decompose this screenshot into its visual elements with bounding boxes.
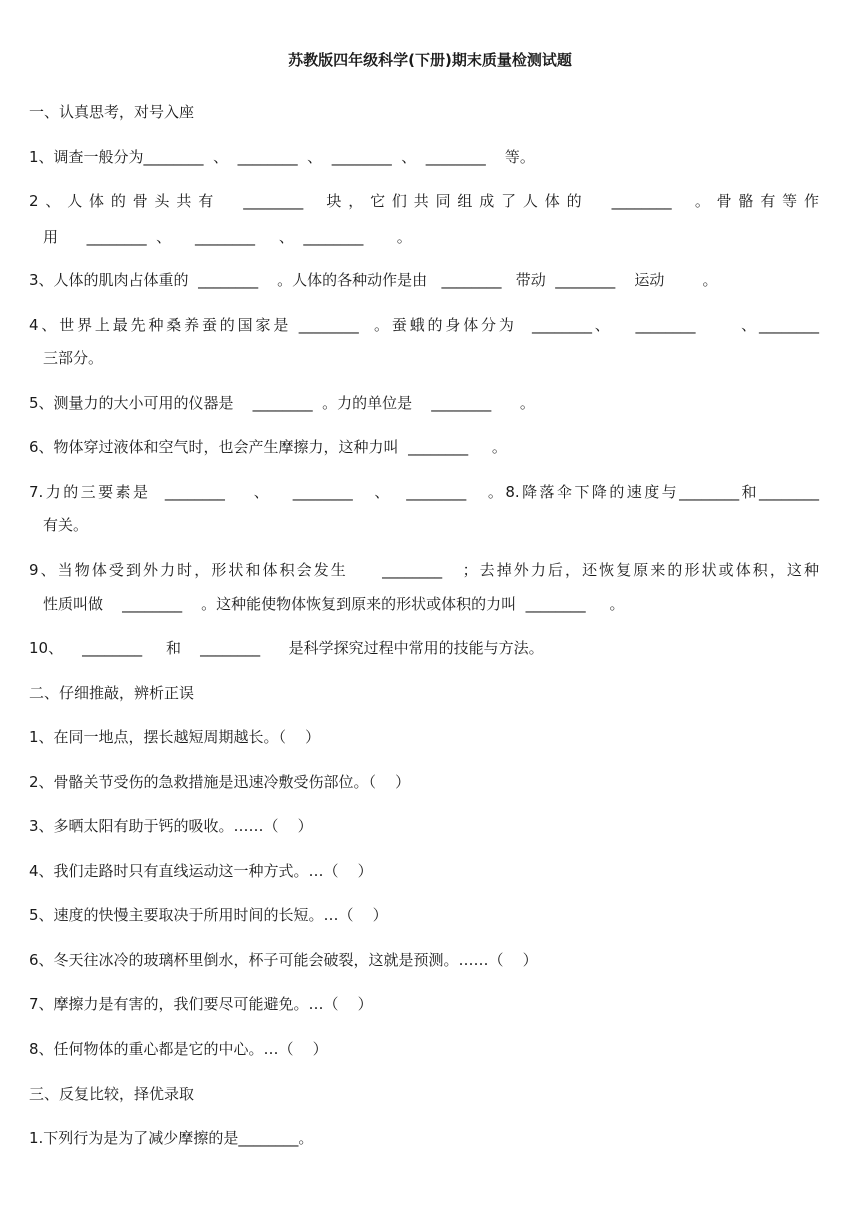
choice-question-1: 1.下列行为是为了减少摩擦的是________。 bbox=[29, 1129, 314, 1147]
question-6: 6、物体穿过液体和空气时，也会产生摩擦力，这种力叫 ________ 。 bbox=[29, 438, 507, 456]
question-9: 9、当物体受到外力时，形状和体积会发生 ________ ；去掉外力后，还恢复原来的形状或体积，这种 bbox=[29, 561, 819, 579]
question-7-8: 7.力的三要素是 ________ 、 ________ 、 ________ 。8.降落伞下降的速度与________和________ bbox=[29, 483, 819, 501]
question-2: 2、人体的骨头共有 ________ 块，它们共同组成了人体的 ________ 。骨骼有等作 bbox=[29, 192, 819, 210]
section-heading-true-false: 二、仔细推敲，辨析正误 bbox=[29, 684, 195, 702]
section-heading-multiple-choice: 三、反复比较，择优录取 bbox=[29, 1085, 195, 1103]
judge-item-5: 5、速度的快慢主要取决于所用时间的长短。…（ ） bbox=[29, 906, 388, 924]
question-10: 10、 ________ 和 ________ 是科学探究过程中常用的技能与方法。 bbox=[29, 639, 544, 657]
question-4-continued: 三部分。 bbox=[43, 349, 104, 367]
section-heading-fill-blank: 一、认真思考，对号入座 bbox=[29, 103, 195, 121]
question-7-8-continued: 有关。 bbox=[43, 516, 89, 534]
question-9-continued: 性质叫做 ________ 。这种能使物体恢复到原来的形状或体积的力叫 ________ 。 bbox=[43, 595, 625, 613]
question-1: 1、调查一般分为________ 、 ________ 、 ________ 、 ________ 等。 bbox=[29, 148, 535, 166]
judge-item-4: 4、我们走路时只有直线运动这一种方式。…（ ） bbox=[29, 862, 373, 880]
judge-item-8: 8、任何物体的重心都是它的中心。…（ ） bbox=[29, 1040, 328, 1058]
judge-item-7: 7、摩擦力是有害的，我们要尽可能避免。…（ ） bbox=[29, 995, 373, 1013]
question-3: 3、人体的肌肉占体重的 ________ 。人体的各种动作是由 ________ 带动 ________ 运动 。 bbox=[29, 271, 718, 289]
question-2-continued: 用 ________ 、 ________ 、 ________ 。 bbox=[43, 228, 412, 246]
judge-item-1: 1、在同一地点，摆长越短周期越长。（ ） bbox=[29, 728, 321, 746]
judge-item-3: 3、多晒太阳有助于钙的吸收。……（ ） bbox=[29, 817, 313, 835]
judge-item-6: 6、冬天往冰冷的玻璃杯里倒水，杯子可能会破裂，这就是预测。……（ ） bbox=[29, 951, 538, 969]
question-5: 5、测量力的大小可用的仪器是 ________ 。力的单位是 ________ 。 bbox=[29, 394, 535, 412]
question-4: 4、世界上最先种桑养蚕的国家是 ________ 。蚕蛾的身体分为 ________、 ________ 、________ bbox=[29, 316, 819, 334]
page-title: 苏教版四年级科学(下册)期末质量检测试题 bbox=[288, 51, 572, 69]
judge-item-2: 2、骨骼关节受伤的急救措施是迅速冷敷受伤部位。（ ） bbox=[29, 773, 411, 791]
